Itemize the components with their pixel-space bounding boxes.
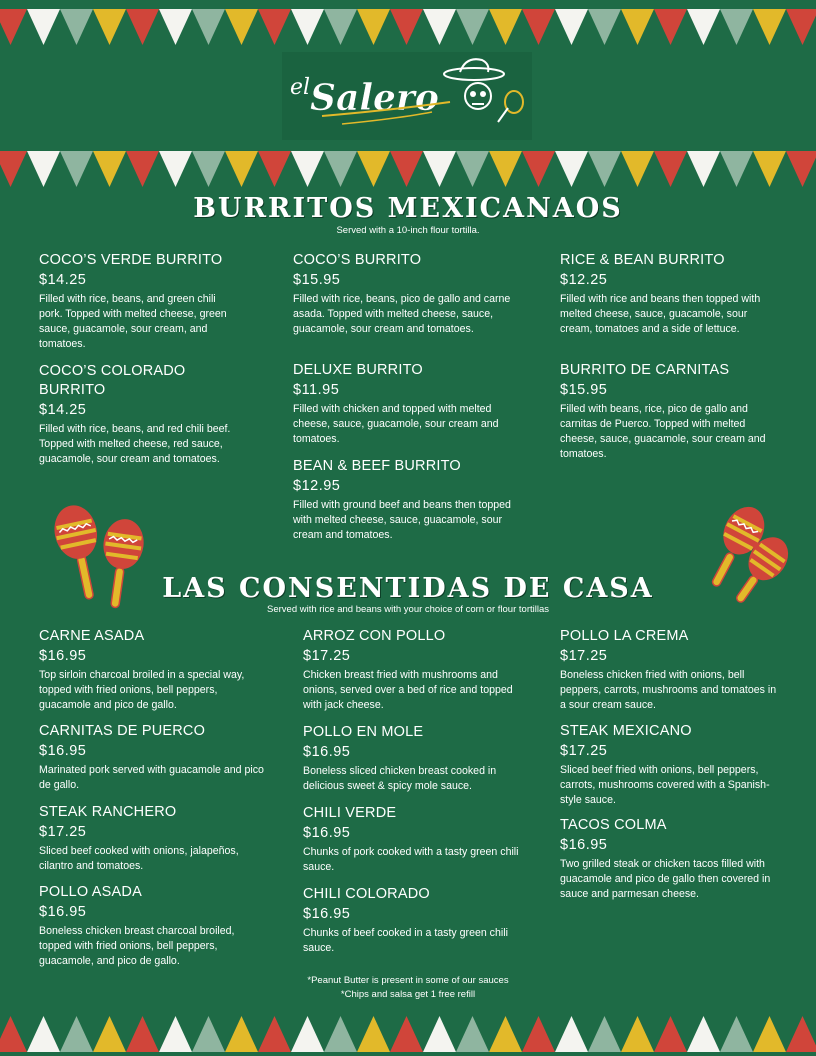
item-description: Filled with rice, beans, and red chili beef. Topped with melted cheese, red sauce, guacamole, sour cream and tomatoes.	[39, 423, 231, 465]
banner-flag	[258, 9, 291, 45]
menu-item	[39, 362, 239, 467]
item-description: Boneless chicken fried with onions, bell peppers, carrots, mushrooms and tomatoes in a sour cream sauce.	[560, 669, 777, 711]
footnote-chips: *Chips and salsa get 1 free refill	[340, 989, 476, 1000]
burritos-section-title: BURRITOS MEXICANAOS	[193, 193, 623, 224]
menu-item	[293, 251, 519, 337]
item-name: STEAK RANCHERO	[39, 804, 177, 820]
item-description: Filled with rice, beans, and green chili pork. Topped with melted cheese, green sauce, guacamole, sour cream, and tomatoes.	[39, 293, 227, 350]
banner-flag	[225, 1016, 258, 1052]
banner-flag	[291, 151, 324, 187]
banner-flag	[390, 151, 423, 187]
banner-flag	[0, 1016, 27, 1052]
banner-flag	[357, 151, 390, 187]
item-name: BURRITO DE CARNITAS	[560, 362, 730, 378]
banner-flag	[654, 9, 687, 45]
item-description: Chunks of pork cooked with a tasty green chili sauce.	[303, 846, 519, 873]
item-price: $16.95	[39, 904, 87, 920]
banner-flag	[192, 9, 225, 45]
banner-flag	[456, 151, 489, 187]
banner-flag	[60, 151, 93, 187]
papel-picado-banner-bottom	[0, 1014, 816, 1052]
item-price: $15.95	[293, 272, 341, 288]
banner-flag	[324, 151, 357, 187]
item-description: Chicken breast fried with mushrooms and onions, served over a bed of rice and topped with jack cheese.	[303, 669, 513, 711]
banner-flag	[324, 1016, 357, 1052]
item-description: Sliced beef cooked with onions, jalapeños, cilantro and tomatoes.	[39, 845, 239, 872]
item-price: $16.95	[303, 744, 351, 760]
item-name: CHILI COLORADO	[303, 886, 430, 902]
banner-flag	[621, 151, 654, 187]
banner-flag	[291, 1016, 324, 1052]
banner-flag	[159, 9, 192, 45]
banner-flag	[27, 151, 60, 187]
item-description: Boneless sliced chicken breast cooked in delicious sweet & spicy mole sauce.	[303, 765, 497, 792]
banner-flag	[720, 9, 753, 45]
banner-flag	[423, 9, 456, 45]
banner-flag	[489, 151, 522, 187]
banner-flag	[687, 9, 720, 45]
menu-item	[303, 804, 523, 875]
banner-flag	[192, 151, 225, 187]
item-description: Filled with chicken and topped with melted cheese, sauce, guacamole, sour cream and tomatoes.	[293, 403, 499, 445]
menu-item	[293, 361, 519, 447]
banner-flag	[324, 9, 357, 45]
banner-flag	[225, 9, 258, 45]
logo-main-text: Salero	[310, 77, 439, 119]
banner-flag	[27, 1016, 60, 1052]
item-name: CHILI VERDE	[303, 805, 397, 821]
banner-flag	[522, 1016, 555, 1052]
footnote-peanut: *Peanut Butter is present in some of our sauces	[307, 975, 509, 986]
banner-flag	[126, 9, 159, 45]
menu-item	[303, 885, 531, 956]
banner-flag	[93, 151, 126, 187]
item-name: POLLO EN MOLE	[303, 724, 424, 740]
item-name: CARNITAS DE PUERCO	[39, 723, 206, 739]
banner-flag	[753, 1016, 786, 1052]
banner-flag	[588, 1016, 621, 1052]
papel-picado-banner-middle	[0, 149, 816, 187]
banner-flag	[588, 151, 621, 187]
maraca-hand-icon	[498, 91, 523, 122]
banner-flag	[159, 1016, 192, 1052]
banner-flag	[225, 151, 258, 187]
consentidas-section-subtitle: Served with rice and beans with your choice of corn or flour tortillas	[267, 604, 549, 615]
banner-flag	[753, 151, 786, 187]
item-name: TACOS COLMA	[560, 817, 667, 833]
item-description: Filled with rice, beans, pico de gallo and carne asada. Topped with melted cheese, sauce, guacamole, sour cream and tomatoes.	[293, 293, 511, 335]
menu-item	[39, 251, 239, 352]
item-name: POLLO ASADA	[39, 884, 142, 900]
banner-flag	[258, 151, 291, 187]
banner-flag	[0, 9, 27, 45]
item-description: Sliced beef fried with onions, bell peppers, carrots, mushrooms covered with a Spanish-style sauce.	[560, 764, 770, 806]
menu-item	[303, 723, 531, 794]
item-name: POLLO LA CREMA	[560, 628, 689, 644]
banner-flag	[60, 1016, 93, 1052]
menu-item	[560, 722, 778, 808]
skull-sombrero-icon	[444, 59, 504, 109]
banner-flag	[555, 151, 588, 187]
item-price: $16.95	[303, 825, 351, 841]
consentidas-section-title: LAS CONSENTIDAS DE CASA	[162, 573, 654, 604]
item-price: $12.25	[560, 272, 608, 288]
banner-flag	[291, 9, 324, 45]
banner-flag	[192, 1016, 225, 1052]
item-price: $16.95	[39, 743, 87, 759]
banner-flag	[423, 1016, 456, 1052]
banner-flag	[126, 1016, 159, 1052]
banner-flag	[522, 9, 555, 45]
banner-flag	[786, 151, 816, 187]
banner-flag	[555, 9, 588, 45]
item-description: Top sirloin charcoal broiled in a special way, topped with fried onions, bell peppers, guacamole and pico de gallo.	[39, 669, 245, 711]
item-name: COCO’S VERDE BURRITO	[39, 252, 223, 268]
menu-item	[560, 361, 778, 462]
item-name: RICE & BEAN BURRITO	[560, 252, 725, 268]
banner-flag	[159, 151, 192, 187]
item-price: $17.25	[303, 648, 351, 664]
banner-flag	[522, 151, 555, 187]
item-price: $17.25	[560, 743, 608, 759]
menu-item	[39, 722, 267, 793]
banner-flag	[621, 9, 654, 45]
banner-flag	[93, 9, 126, 45]
item-description: Marinated pork served with guacamole and pico de gallo.	[39, 764, 264, 791]
banner-flag	[654, 151, 687, 187]
banner-flag	[456, 9, 489, 45]
banner-flag	[786, 9, 816, 45]
banner-flag	[654, 1016, 687, 1052]
banner-flag	[489, 9, 522, 45]
item-price: $17.25	[560, 648, 608, 664]
item-price: $12.95	[293, 478, 341, 494]
item-price: $16.95	[560, 837, 608, 853]
burritos-section-subtitle: Served with a 10-inch flour tortilla.	[336, 225, 480, 236]
banner-flag	[357, 9, 390, 45]
logo-accent-text: el	[290, 75, 311, 100]
banner-flag	[27, 9, 60, 45]
banner-flag	[390, 1016, 423, 1052]
banner-flag	[720, 1016, 753, 1052]
item-price: $16.95	[303, 906, 351, 922]
banner-flag	[357, 1016, 390, 1052]
item-description: Filled with beans, rice, pico de gallo and carnitas de Puerco. Topped with melted cheese, sauce, guacamole, sour cream and tomatoes.	[560, 403, 766, 460]
item-price: $16.95	[39, 648, 87, 664]
item-name: DELUXE BURRITO	[293, 362, 423, 378]
item-price: $11.95	[293, 382, 340, 398]
restaurant-logo	[282, 52, 532, 140]
item-description: Filled with rice and beans then topped with melted cheese, sauce, guacamole, sour cream, tomatoes and a side of lettuce.	[560, 293, 761, 335]
banner-flag	[588, 9, 621, 45]
item-name: STEAK MEXICANO	[560, 723, 692, 739]
item-name: COCO’S BURRITO	[293, 252, 422, 268]
banner-flag	[786, 1016, 816, 1052]
banner-flag	[555, 1016, 588, 1052]
banner-flag	[423, 151, 456, 187]
item-price: $15.95	[560, 382, 608, 398]
banner-flag	[126, 151, 159, 187]
banner-flag	[753, 9, 786, 45]
menu-item	[39, 627, 267, 713]
item-name: COCO’S COLORADO BURRITO	[39, 363, 186, 398]
banner-flag	[489, 1016, 522, 1052]
item-name: ARROZ CON POLLO	[303, 628, 446, 644]
papel-picado-banner-top	[0, 7, 816, 45]
banner-flag	[0, 151, 27, 187]
banner-flag	[687, 1016, 720, 1052]
item-name: CARNE ASADA	[39, 628, 145, 644]
banner-flag	[60, 9, 93, 45]
item-description: Filled with ground beef and beans then topped with melted cheese, sauce, guacamole, sour cream and tomatoes.	[293, 499, 511, 541]
item-description: Two grilled steak or chicken tacos filled with guacamole and pico de gallo then covered in sauce and parmesan cheese.	[560, 858, 771, 900]
banner-flag	[258, 1016, 291, 1052]
menu-item	[39, 803, 267, 874]
banner-flag	[720, 151, 753, 187]
menu-item	[293, 457, 521, 543]
banner-flag	[390, 9, 423, 45]
item-price: $14.25	[39, 272, 87, 288]
menu-item	[39, 883, 269, 969]
item-description: Boneless chicken breast charcoal broiled, topped with fried onions, bell peppers, guacamole, and pico de gallo.	[39, 925, 235, 967]
menu-item	[303, 627, 528, 713]
item-name: BEAN & BEEF BURRITO	[293, 458, 461, 474]
menu-item	[560, 251, 778, 337]
banner-flag	[456, 1016, 489, 1052]
menu-item	[560, 627, 780, 713]
banner-flag	[93, 1016, 126, 1052]
menu-item	[560, 816, 772, 902]
banner-flag	[621, 1016, 654, 1052]
item-price: $17.25	[39, 824, 87, 840]
item-price: $14.25	[39, 402, 87, 418]
banner-flag	[687, 151, 720, 187]
item-description: Chunks of beef cooked in a tasty green chili sauce.	[303, 927, 508, 954]
